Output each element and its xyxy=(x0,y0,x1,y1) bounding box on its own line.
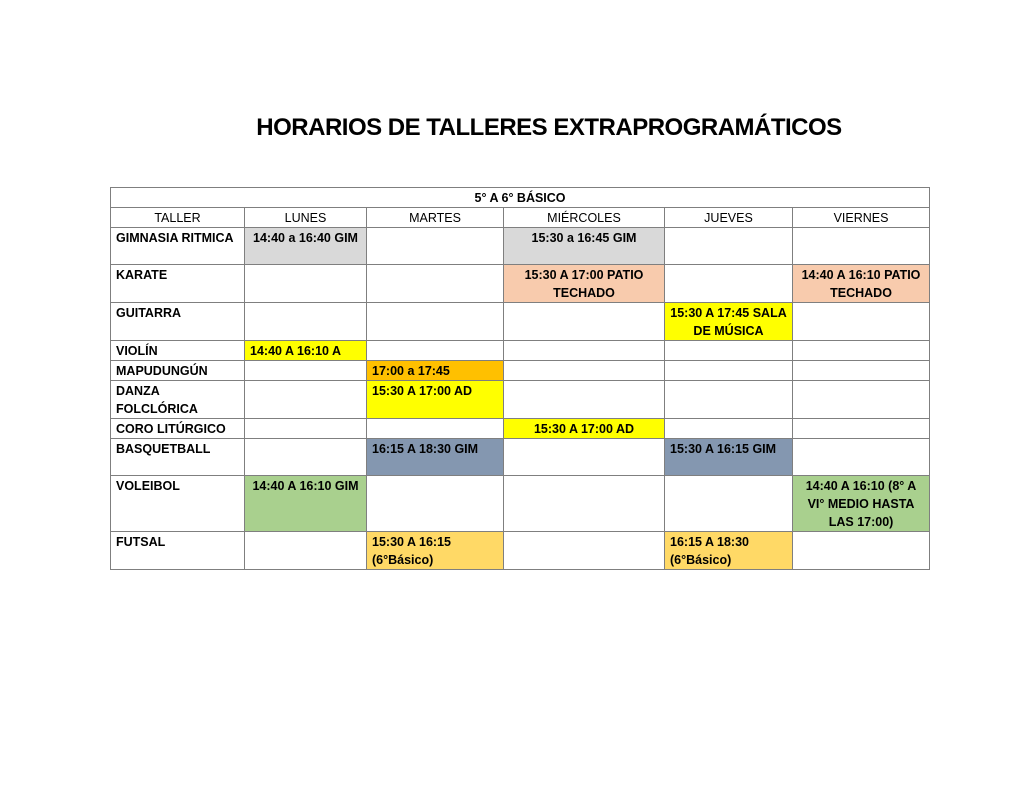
schedule-cell-lunes xyxy=(245,265,367,303)
table-row xyxy=(111,361,930,381)
schedule-cell-lunes xyxy=(245,303,367,341)
schedule-cell-viernes: 14:40 A 16:10 PATIO TECHADO xyxy=(793,265,930,303)
schedule-cell-viernes xyxy=(793,381,930,419)
schedule-cell-martes xyxy=(367,303,504,341)
schedule-cell-martes xyxy=(367,228,504,265)
schedule-cell-miercoles xyxy=(504,341,665,361)
schedule-cell-jueves xyxy=(665,381,793,419)
workshop-name: VIOLÍN xyxy=(111,341,245,361)
schedule-cell-viernes xyxy=(793,419,930,439)
workshop-name: GUITARRA xyxy=(111,303,245,341)
schedule-cell-miercoles xyxy=(504,476,665,532)
schedule-table xyxy=(110,187,930,570)
schedule-cell-miercoles xyxy=(504,439,665,476)
schedule-cell-viernes xyxy=(793,439,930,476)
schedule-cell-viernes xyxy=(793,341,930,361)
workshop-name: MAPUDUNGÚN xyxy=(111,361,245,381)
schedule-cell-martes: 15:30 A 16:15 (6°Básico) xyxy=(367,532,504,570)
schedule-cell-jueves: 15:30 A 16:15 GIM xyxy=(665,439,793,476)
schedule-cell-lunes xyxy=(245,439,367,476)
schedule-cell-miercoles: 15:30 A 17:00 AD xyxy=(504,419,665,439)
column-header-miercoles: MIÉRCOLES xyxy=(504,208,665,228)
column-header-lunes: LUNES xyxy=(245,208,367,228)
schedule-cell-viernes xyxy=(793,361,930,381)
column-header-martes: MARTES xyxy=(367,208,504,228)
schedule-cell-miercoles: 15:30 A 17:00 PATIO TECHADO xyxy=(504,265,665,303)
table-row xyxy=(111,265,930,303)
schedule-cell-martes xyxy=(367,476,504,532)
schedule-cell-martes: 15:30 A 17:00 AD xyxy=(367,381,504,419)
schedule-cell-lunes xyxy=(245,532,367,570)
schedule-cell-lunes: 14:40 A 16:10 A xyxy=(245,341,367,361)
schedule-cell-martes xyxy=(367,341,504,361)
schedule-cell-viernes xyxy=(793,303,930,341)
schedule-cell-miercoles xyxy=(504,532,665,570)
table-row xyxy=(111,303,930,341)
table-row xyxy=(111,532,930,570)
table-row xyxy=(111,228,930,265)
schedule-cell-viernes: 14:40 A 16:10 (8° A VI° MEDIO HASTA LAS 17:00) xyxy=(793,476,930,532)
workshop-name: KARATE xyxy=(111,265,245,303)
schedule-cell-miercoles: 15:30 a 16:45 GIM xyxy=(504,228,665,265)
schedule-cell-martes xyxy=(367,265,504,303)
schedule-cell-viernes xyxy=(793,532,930,570)
schedule-cell-jueves xyxy=(665,341,793,361)
schedule-cell-jueves xyxy=(665,419,793,439)
schedule-cell-miercoles xyxy=(504,361,665,381)
page-title: HORARIOS DE TALLERES EXTRAPROGRAMÁTICOS xyxy=(256,114,842,141)
schedule-cell-viernes xyxy=(793,228,930,265)
workshop-name: CORO LITÚRGICO xyxy=(111,419,245,439)
table-row xyxy=(111,476,930,532)
workshop-name: VOLEIBOL xyxy=(111,476,245,532)
schedule-cell-jueves xyxy=(665,361,793,381)
column-header-taller: TALLER xyxy=(111,208,245,228)
schedule-cell-lunes xyxy=(245,419,367,439)
table-row xyxy=(111,381,930,419)
table-row xyxy=(111,419,930,439)
schedule-cell-lunes xyxy=(245,361,367,381)
schedule-cell-miercoles xyxy=(504,381,665,419)
schedule-cell-lunes: 14:40 a 16:40 GIM xyxy=(245,228,367,265)
workshop-name: BASQUETBALL xyxy=(111,439,245,476)
workshop-name: GIMNASIA RITMICA xyxy=(111,228,245,265)
schedule-cell-martes xyxy=(367,419,504,439)
column-header-viernes: VIERNES xyxy=(793,208,930,228)
column-header-jueves: JUEVES xyxy=(665,208,793,228)
workshop-name: DANZA FOLCLÓRICA xyxy=(111,381,245,419)
table-row xyxy=(111,439,930,476)
schedule-cell-lunes: 14:40 A 16:10 GIM xyxy=(245,476,367,532)
schedule-cell-jueves: 16:15 A 18:30 (6°Básico) xyxy=(665,532,793,570)
schedule-cell-jueves xyxy=(665,476,793,532)
schedule-cell-jueves: 15:30 A 17:45 SALA DE MÚSICA xyxy=(665,303,793,341)
schedule-cell-miercoles xyxy=(504,303,665,341)
level-header: 5° A 6° BÁSICO xyxy=(111,188,930,208)
schedule-cell-martes: 17:00 a 17:45 xyxy=(367,361,504,381)
schedule-cell-lunes xyxy=(245,381,367,419)
schedule-cell-martes: 16:15 A 18:30 GIM xyxy=(367,439,504,476)
schedule-cell-jueves xyxy=(665,265,793,303)
column-header-row xyxy=(111,208,930,228)
workshop-name: FUTSAL xyxy=(111,532,245,570)
schedule-cell-jueves xyxy=(665,228,793,265)
table-row xyxy=(111,341,930,361)
